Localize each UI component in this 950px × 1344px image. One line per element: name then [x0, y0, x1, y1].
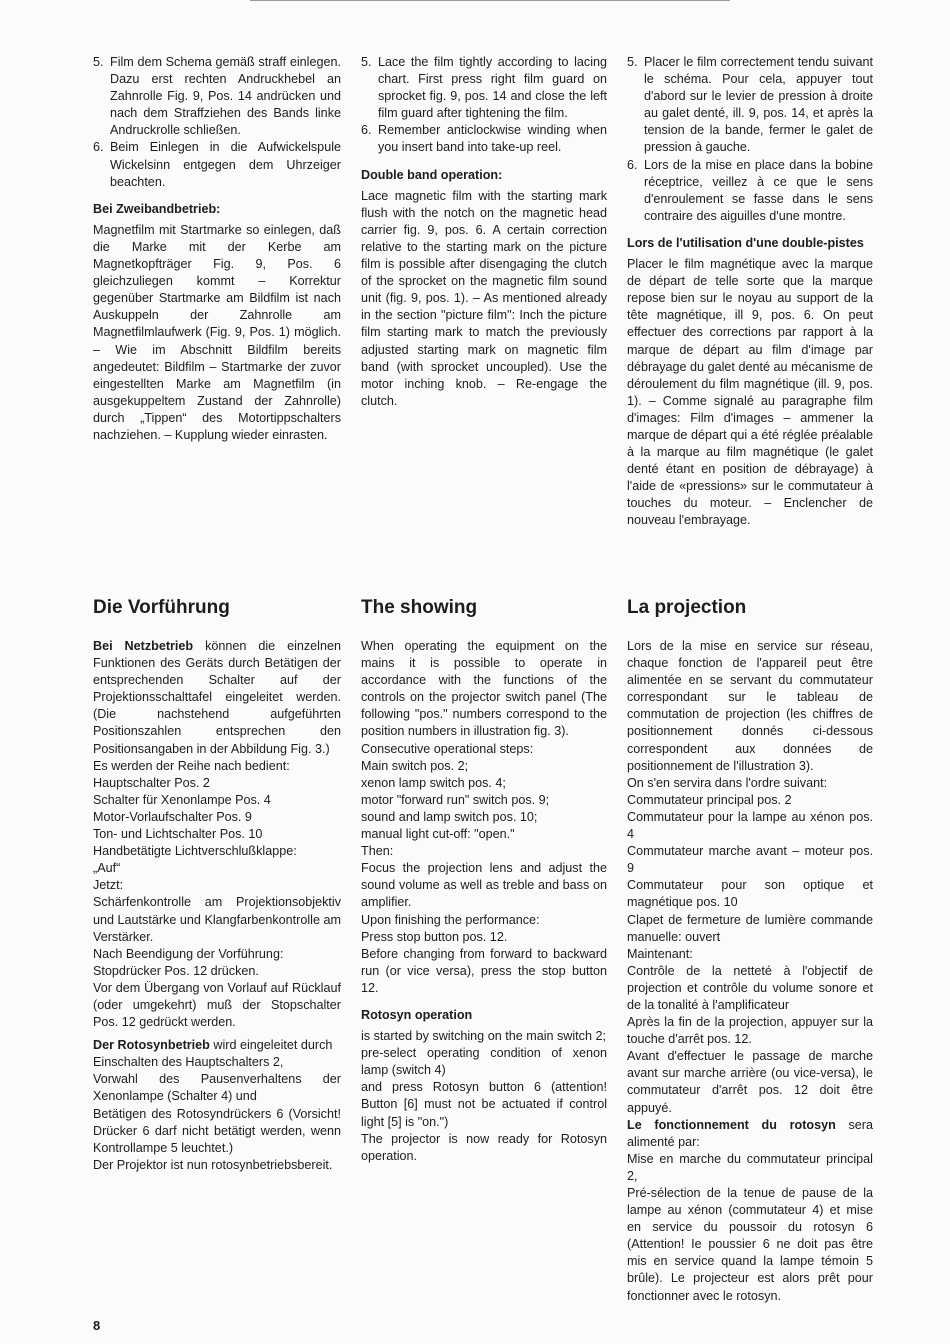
list-item: Press stop button pos. 12.: [361, 929, 508, 944]
de-intro: Bei Netzbetrieb können die einzelnen Funktionen des Geräts durch Betätigen der entsprechenden Schalter auf der Projektionsschalttafel eingeleitet werden. (Die nachstehend aufgeführten Positionszahlen entsprechen den Positionsangaben in der Abbildung Fig. 3.): [93, 639, 341, 756]
list-item: Then:: [361, 844, 394, 859]
german-lacing-column: [93, 54, 341, 444]
fr-intro: Lors de la mise en service sur réseau, chaque fonction de l'appareil peut être alimentée en se servant du commutateur correspondant sur le tableau de commutation de projection (les chiffres de positionnement donnés ci-dessous correspondent aux données de positionnement de l'illustration 3).: [627, 639, 873, 773]
list-item: Hauptschalter Pos. 2: [93, 775, 210, 790]
list-item: motor "forward run" switch pos. 9;: [361, 792, 550, 807]
french-lacing-column: [627, 54, 873, 530]
en-step-list: [361, 741, 607, 997]
list-item: xenon lamp switch pos. 4;: [361, 775, 506, 790]
list-item: Betätigen des Rotosyndrückers 6 (Vorsicht! Drücker 6 darf nicht betätigt werden, wenn Kontrollampe 5 leuchtet.): [93, 1106, 341, 1155]
de-section-title: Die Vorführung: [93, 597, 230, 618]
en-intro: When operating the equipment on the mains it is possible to operate in accordance with the functions of the controls on the projector switch panel (The following "pos." numbers correspond to the position numbers in illustration fig. 3).: [361, 639, 607, 739]
list-item: Clapet de fermeture de lumière commande manuelle: ouvert: [627, 912, 873, 944]
de-rotosyn-intro: Der Rotosynbetrieb wird eingeleitet durch: [93, 1038, 333, 1053]
list-item: On s'en servira dans l'ordre suivant:: [627, 775, 828, 790]
list-item: Focus the projection lens and adjust the sound volume as well as treble and bass on amplifier.: [361, 861, 607, 910]
fr-double-band-heading: Lors de l'utilisation d'une double-pistes: [627, 235, 864, 250]
list-item: pre-select operating condition of xenon lamp (switch 4): [361, 1046, 607, 1078]
list-item: Before changing from forward to backward run (or vice versa), press the stop button 12.: [361, 946, 607, 995]
list-item: manual light cut-off: "open.": [361, 827, 515, 842]
de-step-list: [93, 758, 341, 1032]
list-item: Jetzt:: [93, 878, 124, 893]
list-item: Schalter für Xenonlampe Pos. 4: [93, 792, 271, 807]
list-item: Einschalten des Hauptschalters 2,: [93, 1055, 284, 1070]
list-item: „Auf“: [93, 861, 121, 876]
list-item: Avant d'effectuer le passage de marche avant sur marche arrière (ou vice-versa), le commutateur d'arrêt pos. 12 doit être appuyé.: [627, 1049, 873, 1115]
list-item: Commutateur pour son optique et magnétique pos. 10: [627, 878, 873, 910]
english-lacing-column: [361, 54, 607, 410]
fr-section-title: La projection: [627, 597, 747, 618]
list-item: Ton- und Lichtschalter Pos. 10: [93, 827, 263, 842]
list-item: Main switch pos. 2;: [361, 758, 469, 773]
list-item: Es werden der Reihe nach bedient:: [93, 758, 290, 773]
de-double-band-text: Magnetfilm mit Startmarke so einlegen, daß die Marke mit der Kerbe am Magnetkopfträger Fig. 9, Pos. 6 gleichzuliegen kommt – Korrektur gegenüber Startmarke am Bildfilm ist nach Auskuppeln der Zahnrolle am Magnetfilmlaufwerk (Fig. 9, Pos. 1) möglich. – Wie im Abschnitt Bildfilm bereits angedeutet: Bildfilm – Startmarke der zuvor eingestellten Marke am Magnetfilm (in ausgekuppeltem Zustand der Zahnrolle) durch „Tippen“ des Motortippschalters nachziehen. – Kupplung wieder einrasten.: [93, 222, 341, 442]
fr-step-6: 6. Lors de la mise en place dans la bobine réceptrice, veillez à ce que le sens d'enroulement se fasse dans le sens contraire des aiguilles d'une montre.: [627, 157, 873, 223]
de-step-5: 5. Film dem Schema gemäß straff einlegen. Dazu erst rechten Andruckhebel an Zahnrolle Fig. 9, Pos. 14 andrücken und nach dem Straffziehen des Bands linke Andruckrolle schließen.: [93, 55, 341, 138]
en-section-title: The showing: [361, 597, 478, 618]
list-item: Après la fin de la projection, appuyer sur la touche d'arrêt pos. 12.: [627, 1015, 873, 1047]
de-double-band-heading: Bei Zweibandbetrieb:: [93, 201, 221, 216]
list-item: Motor-Vorlaufschalter Pos. 9: [93, 809, 252, 824]
list-item: Handbetätigte Lichtverschlußklappe:: [93, 844, 297, 859]
page-number: 8: [93, 1318, 101, 1333]
french-showing-column: [627, 596, 873, 1305]
list-item: Stopdrücker Pos. 12 drücken.: [93, 963, 259, 978]
list-item: and press Rotosyn button 6 (attention! Button [6] must not be actuated if control light [5] is "on."): [361, 1080, 607, 1129]
list-item: Consecutive operational steps:: [361, 741, 534, 756]
en-double-band-text: Lace magnetic film with the starting mark flush with the notch on the magnetic head carrier fig. 9, pos. 6. A certain correction relative to the starting mark on the picture film is possible after disengaging the clutch of the sprocket on the magnetic film sound unit (fig. 9, pos. 1). – As mentioned already in the section "picture film": Inch the picture film starting mark to match the previously adjusted starting mark on magnetic film band (with sprocket uncoupled). Use the motor inching knob. – Re-engage the clutch.: [361, 188, 607, 408]
en-step-5: 5. Lace the film tightly according to lacing chart. First press right film guard on sprocket fig. 9, pos. 14 and close the left film guard after tightening the film.: [361, 55, 607, 121]
list-item: Pré-sélection de la tenue de pause de la lampe au xénon (commutateur 4) et mise en service du poussoir du rotosyn 6 (Attention! Ie poussier 6 ne doit pas être mis en service quand la lampe témoin 5 brûle). Le projecteur est alors prêt pour fonctionner avec le rotosyn.: [627, 1186, 873, 1303]
list-item: is started by switching on the main switch 2;: [361, 1029, 606, 1044]
list-item: Contrôle de la netteté à l'objectif de projection et contrôle du volume sonore et de la tonalité à l'amplificateur: [627, 963, 873, 1012]
fr-step-list: [627, 775, 873, 1117]
list-item: Commutateur marche avant – moteur pos. 9: [627, 844, 873, 876]
list-item: Mise en marche du commutateur principal 2,: [627, 1151, 873, 1183]
en-step-6: 6. Remember anticlockwise winding when you insert band into take-up reel.: [361, 123, 607, 155]
list-item: Vorwahl des Pausenverhaltens der Xenonlampe (Schalter 4) und: [93, 1072, 341, 1104]
english-showing-column: [361, 596, 607, 1165]
list-item: Vor dem Übergang von Vorlauf auf Rücklauf (oder umgekehrt) muß der Stopschalter Pos. 12 gedrückt werden.: [93, 980, 341, 1030]
en-double-band-heading: Double band operation:: [361, 167, 503, 182]
de-step-6: 6. Beim Einlegen in die Aufwickelspule Wickelsinn entgegen dem Uhrzeiger beachten.: [93, 140, 341, 189]
list-item: The projector is now ready for Rotosyn operation.: [361, 1131, 607, 1163]
fr-step-5: 5. Placer le film correctement tendu suivant le schéma. Pour cela, appuyer tout d'abord sur le levier de pression à droite au galet denté, ill. 9, pos. 14, et après la tension de la bande, fermer le galet de pression à gauche.: [627, 55, 873, 155]
top-rule: [250, 0, 730, 1]
fr-rotosyn-intro: Le fonctionnement du rotosyn sera alimenté par:: [627, 1117, 873, 1149]
list-item: Maintenant:: [627, 946, 693, 961]
list-item: Upon finishing the performance:: [361, 912, 540, 927]
list-item: Nach Beendigung der Vorführung:: [93, 946, 284, 961]
list-item: Commutateur pour la lampe au xénon pos. 4: [627, 809, 873, 842]
list-item: sound and lamp switch pos. 10;: [361, 809, 538, 824]
list-item: Schärfenkontrolle am Projektionsobjektiv und Lautstärke und Klangfarbenkontrolle am Verstärker.: [93, 895, 341, 944]
fr-double-band-text: Placer le film magnétique avec la marque de départ de telle sorte que la marque repose bien sur le noyau au support de la tête magnétique, ill 9, pos. 6. On peut effectuer des corrections par rapport à la marque de départ au film d'image par débrayage du galet denté au mécanisme de déroulement du film magnétique (ill. 9, pos. 1). – Comme signalé au paragraphe film d'images: Film d'images – ammener la marque de départ qui a été réglée préalable à la marque au film magnétique (le galet denté étant en position de débrayage) à l'aide de «pressions» sur le commutateur à touches du moteur. – Enclencher de nouveau l'embrayage.: [627, 257, 873, 528]
list-item: Commutateur principal pos. 2: [627, 792, 792, 807]
german-showing-column: [93, 596, 341, 1174]
en-rotosyn-heading: Rotosyn operation: [361, 1007, 473, 1022]
list-item: Der Projektor ist nun rotosynbetriebsbereit.: [93, 1157, 333, 1172]
